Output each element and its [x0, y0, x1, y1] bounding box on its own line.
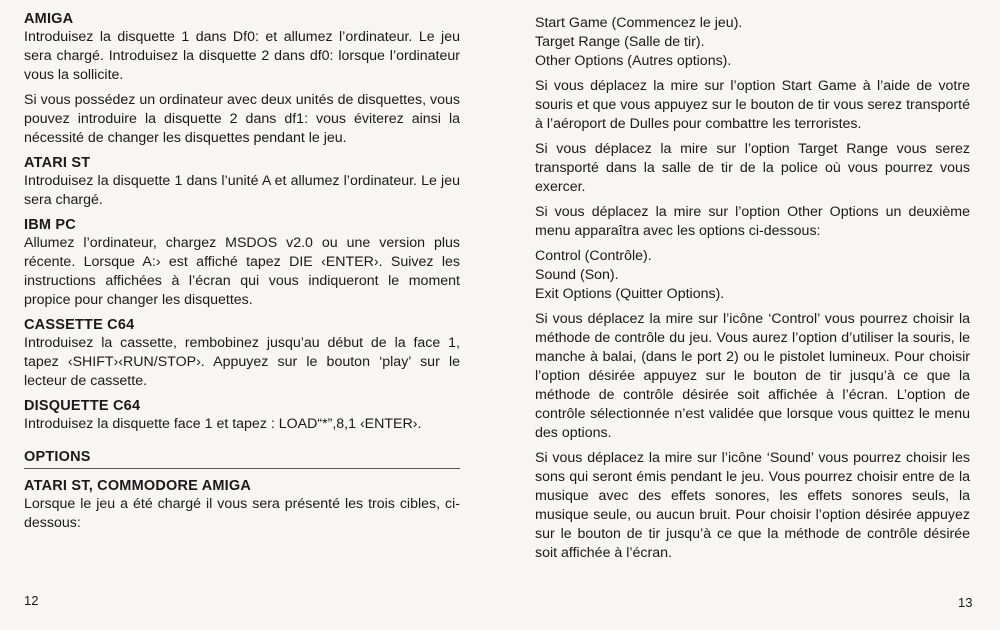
menu-option: Sound (Son). — [535, 267, 619, 283]
section-paragraph: Introduisez la disquette face 1 et tapez : LOAD“*”,8,1 ‹ENTER›. — [24, 416, 422, 432]
section-heading: CASSETTE C64 — [24, 317, 135, 333]
section-cassette-c64 — [24, 316, 460, 391]
section-paragraph: Introduisez la disquette 1 dans l’unité A et allumez l’ordinateur. Le jeu sera chargé. — [24, 173, 460, 208]
start-game-paragraph: Si vous déplacez la mire sur l’option Start Game à l’aide de votre souris et que vous appuyez sur le bouton de tir vous serez transporté à l’aéroport de Dulles pour combattre les terroristes. — [535, 78, 970, 132]
atari-amiga-heading: ATARI ST, COMMODORE AMIGA — [24, 478, 252, 494]
page-number-left: 12 — [24, 593, 39, 608]
section-paragraph: Introduisez la disquette 1 dans Df0: et allumez l’ordinateur. Le jeu sera chargé. Introduisez la disquette 2 dans df0: lorsque l’ordinateur vous la sollicite. — [24, 29, 460, 83]
left-column — [24, 10, 460, 533]
section-heading: AMIGA — [24, 11, 74, 27]
target-range-paragraph: Si vous déplacez la mire sur l’option Target Range vous serez transporté dans la salle de tir de la police où vous pourrez vous exercer. — [535, 141, 970, 195]
section-paragraph: Introduisez la cassette, rembobinez jusqu’au début de la face 1, tapez ‹SHIFT›‹RUN/STOP›. Appuyez sur le bouton ‘play’ sur le lecteur de cassette. — [24, 335, 460, 389]
menu-option: Control (Contrôle). — [535, 248, 652, 264]
section-atari-st — [24, 154, 460, 210]
main-menu-options — [535, 14, 970, 71]
right-column — [535, 14, 970, 563]
section-heading: ATARI ST — [24, 155, 91, 171]
atari-amiga-paragraph: Lorsque le jeu a été chargé il vous sera présenté les trois cibles, ci-dessous: — [24, 496, 460, 531]
menu-option: Other Options (Autres options). — [535, 53, 732, 69]
menu-option: Start Game (Commencez le jeu). — [535, 15, 743, 31]
section-amiga — [24, 10, 460, 148]
other-options-list — [535, 247, 970, 304]
control-paragraph: Si vous déplacez la mire sur l’icône ‘Control’ vous pourrez choisir la méthode de contrôle du jeu. Vous aurez l’option d’utiliser la souris, le manche à balai, (dans le port 2) ou le pistolet lumineux. Pour choisir l’option désirée appuyez sur le bouton de tir jusqu’à ce que la méthode de contrôle désirée soit affichée à l’écran. L’option de contrôle sélectionnée n’est validée que lorsque vous quittez le menu des options. — [535, 311, 970, 441]
page-number-right: 13 — [958, 595, 973, 610]
section-paragraph: Allumez l’ordinateur, chargez MSDOS v2.0 ou une version plus récente. Lorsque A:› est affiché tapez DIE ‹ENTER›. Suivez les instructions affichées à l’écran qui vous indiqueront le moment propice pour changer les disquettes. — [24, 235, 460, 308]
section-paragraph: Si vous possédez un ordinateur avec deux unités de disquettes, vous pouvez introduire la disquette 2 dans df1: vous éviterez ainsi la nécessité de changer les disquettes pendant le jeu. — [24, 92, 460, 146]
section-heading: IBM PC — [24, 217, 76, 233]
sound-paragraph: Si vous déplacez la mire sur l’icône ‘Sound’ vous pourrez choisir les sons qui seront émis pendant le jeu. Vous pourrez choisir entre de la musique avec des effets sonores, les effets sonores seuls, la musique seule, ou aucun bruit. Pour choisir l’option désirée appuyez sur le bouton de tir jusqu’à ce que la méthode de contrôle désirée soit affichée à l’écran. — [535, 450, 970, 561]
menu-option: Target Range (Salle de tir). — [535, 34, 705, 50]
other-options-paragraph: Si vous déplacez la mire sur l’option Other Options un deuxième menu apparaîtra avec les options ci-dessous: — [535, 204, 970, 239]
left-page — [0, 0, 485, 630]
menu-option: Exit Options (Quitter Options). — [535, 286, 725, 302]
section-ibm-pc — [24, 216, 460, 310]
section-heading: DISQUETTE C64 — [24, 398, 141, 414]
options-heading: OPTIONS — [24, 448, 460, 469]
right-page — [500, 0, 1000, 630]
section-disquette-c64 — [24, 397, 460, 434]
